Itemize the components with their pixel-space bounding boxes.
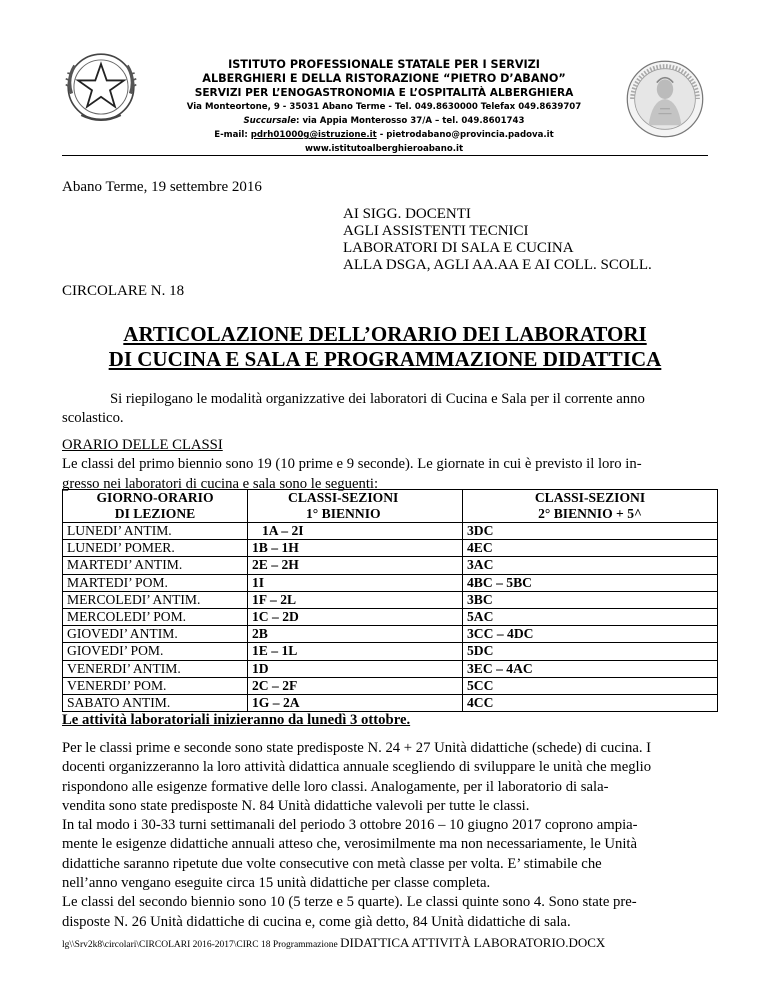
email-link[interactable]: pdrh01000g@istruzione.it (250, 130, 377, 140)
recipient-line: AGLI ASSISTENTI TECNICI (343, 223, 529, 239)
intro-paragraph (62, 390, 712, 429)
table-cell-biennio2: 3CC – 4DC (463, 626, 718, 643)
footer-filename: DIDATTICA ATTIVITÀ LABORATORIO.DOCX (340, 935, 606, 950)
table-row (63, 643, 718, 660)
table-cell-biennio1: 1G – 2A (248, 694, 463, 711)
schedule-table (62, 489, 718, 712)
table-row (63, 591, 718, 608)
table-row (63, 626, 718, 643)
table-cell-day: GIOVEDI’ ANTIM. (63, 626, 248, 643)
section-text-line: gresso nei laboratori di cucina e sala sono le seguenti: (62, 475, 379, 492)
circolare-number: CIRCOLARE N. 18 (62, 283, 185, 299)
table-cell-biennio1: 1D (248, 660, 463, 677)
table-cell-day: SABATO ANTIM. (63, 694, 248, 711)
school-branch-line (150, 114, 618, 128)
table-cell-biennio1: 1A – 2I (248, 523, 463, 540)
table-cell-biennio1: 1I (248, 574, 463, 591)
table-row (63, 677, 718, 694)
pietro-dabano-seal-icon (624, 58, 706, 140)
schedule-section (62, 436, 712, 494)
column-header-biennio1: CLASSI-SEZIONI 1° BIENNIO (248, 490, 463, 523)
body-line: nell’anno vengano eseguite circa 15 unità didattiche per classe completa. (62, 875, 491, 892)
branch-address: : via Appia Monterosso 37/A – tel. 049.8601743 (296, 116, 525, 126)
table-row (63, 557, 718, 574)
column-header-day: GIORNO-ORARIO DI LEZIONE (63, 490, 248, 523)
table-row (63, 523, 718, 540)
school-name-line2: ALBERGHIERI E DELLA RISTORAZIONE “PIETRO D’ABANO” (202, 72, 566, 85)
table-cell-biennio1: 1C – 2D (248, 608, 463, 625)
table-cell-biennio1: 1B – 1H (248, 540, 463, 557)
school-name-line1: ISTITUTO PROFESSIONALE STATALE PER I SERVIZI (228, 58, 540, 71)
file-path-footer (62, 934, 605, 952)
table-cell-day: MERCOLEDI’ POM. (63, 608, 248, 625)
school-email-line (150, 128, 618, 142)
body-line: In tal modo i 30-33 turni settimanali del periodo 3 ottobre 2016 – 10 giugno 2017 coprono ampia- (62, 817, 638, 834)
republic-emblem-icon (60, 46, 142, 128)
document-title-line2: DI CUCINA E SALA E PROGRAMMAZIONE DIDATTICA (108, 347, 662, 371)
start-notice: Le attività laboratoriali inizieranno da lunedì 3 ottobre. (62, 712, 411, 728)
branch-label: Succursale (243, 116, 297, 126)
table-row (63, 694, 718, 711)
body-line: disposte N. 26 Unità didattiche di cucina e, come già detto, 84 Unità didattiche di sala. (62, 913, 571, 930)
table-cell-day: LUNEDI’ ANTIM. (63, 523, 248, 540)
school-services-line: SERVIZI PER L’ENOGASTRONOMIA E L’OSPITALITÀ ALBERGHIERA (194, 87, 574, 99)
table-cell-day: VENERDI’ POM. (63, 677, 248, 694)
body-line: vendita sono state predisposte N. 84 Unità didattiche valevoli per tutte le classi. (62, 797, 530, 814)
body-line: mente le esigenze didattiche annuali atteso che, verosimilmente ma non necessariamente, le Unità (62, 836, 638, 853)
table-row (63, 608, 718, 625)
recipient-line: ALLA DSGA, AGLI AA.AA E AI COLL. SCOLL. (343, 257, 652, 273)
body-line: docenti organizzeranno la loro attività didattica annuale scegliendo di sviluppare le unità che meglio (62, 759, 652, 776)
school-website[interactable]: www.istitutoalberghieroabano.it (304, 144, 464, 154)
document-title-line1: ARTICOLAZIONE DELL’ORARIO DEI LABORATORI (123, 322, 647, 346)
section-text-line: Le classi del primo biennio sono 19 (10 prime e 9 seconde). Le giornate in cui è previsto il loro in- (62, 456, 642, 473)
body-paragraph (62, 739, 712, 932)
section-heading: ORARIO DELLE CLASSI (62, 437, 223, 453)
email-label: E-mail: (214, 130, 251, 140)
table-cell-day: VENERDI’ ANTIM. (63, 660, 248, 677)
table-cell-biennio1: 2C – 2F (248, 677, 463, 694)
school-letterhead (150, 58, 618, 156)
table-cell-biennio2: 4BC – 5BC (463, 574, 718, 591)
table-cell-biennio1: 1F – 2L (248, 591, 463, 608)
table-cell-biennio2: 3EC – 4AC (463, 660, 718, 677)
table-cell-biennio2: 3BC (463, 591, 718, 608)
table-row (63, 540, 718, 557)
table-row (63, 574, 718, 591)
column-header-biennio2: CLASSI-SEZIONI 2° BIENNIO + 5^ (463, 490, 718, 523)
intro-line: Si riepilogano le modalità organizzative dei laboratori di Cucina e Sala per il corrente anno (110, 391, 645, 407)
table-cell-day: MARTEDI’ POM. (63, 574, 248, 591)
table-cell-biennio1: 2E – 2H (248, 557, 463, 574)
table-cell-biennio2: 4CC (463, 694, 718, 711)
intro-line: scolastico. (62, 410, 124, 427)
footer-path: lg\\Srv2k8\circolari\CIRCOLARI 2016-2017\CIRC 18 Programmazione (62, 940, 341, 950)
body-line: Le classi del secondo biennio sono 10 (5 terze e 5 quarte). Le classi quinte sono 4. Sono state pre- (62, 894, 637, 911)
table-cell-biennio2: 3AC (463, 557, 718, 574)
school-address-line: Via Monteortone, 9 - 35031 Abano Terme - Tel. 049.8630000 Telefax 049.8639707 (186, 102, 582, 112)
table-cell-biennio1: 2B (248, 626, 463, 643)
recipient-line: LABORATORI DI SALA E CUCINA (343, 240, 574, 256)
table-cell-biennio1: 1E – 1L (248, 643, 463, 660)
body-line: Per le classi prime e seconde sono state predisposte N. 24 + 27 Unità didattiche (schede) di cucina. I (62, 740, 652, 756)
table-row (63, 660, 718, 677)
table-cell-day: MERCOLEDI’ ANTIM. (63, 591, 248, 608)
body-line: rispondono alle esigenze formative delle loro classi. Analogamente, per il laboratorio di sala- (62, 778, 609, 795)
table-cell-day: GIOVEDI’ POM. (63, 643, 248, 660)
recipient-line: AI SIGG. DOCENTI (343, 206, 471, 222)
table-cell-biennio2: 5DC (463, 643, 718, 660)
email-secondary: - pietrodabano@provincia.padova.it (376, 130, 554, 140)
table-cell-day: LUNEDI’ POMER. (63, 540, 248, 557)
body-line: didattiche saranno ripetute due volte consecutive con metà classe per volta. E’ stimabile che (62, 855, 602, 872)
header-divider (62, 155, 708, 156)
date-line: Abano Terme, 19 settembre 2016 (62, 179, 262, 195)
table-cell-biennio2: 3DC (463, 523, 718, 540)
table-cell-biennio2: 5CC (463, 677, 718, 694)
table-header-row (63, 490, 718, 523)
table-cell-biennio2: 4EC (463, 540, 718, 557)
table-cell-biennio2: 5AC (463, 608, 718, 625)
table-cell-day: MARTEDI’ ANTIM. (63, 557, 248, 574)
